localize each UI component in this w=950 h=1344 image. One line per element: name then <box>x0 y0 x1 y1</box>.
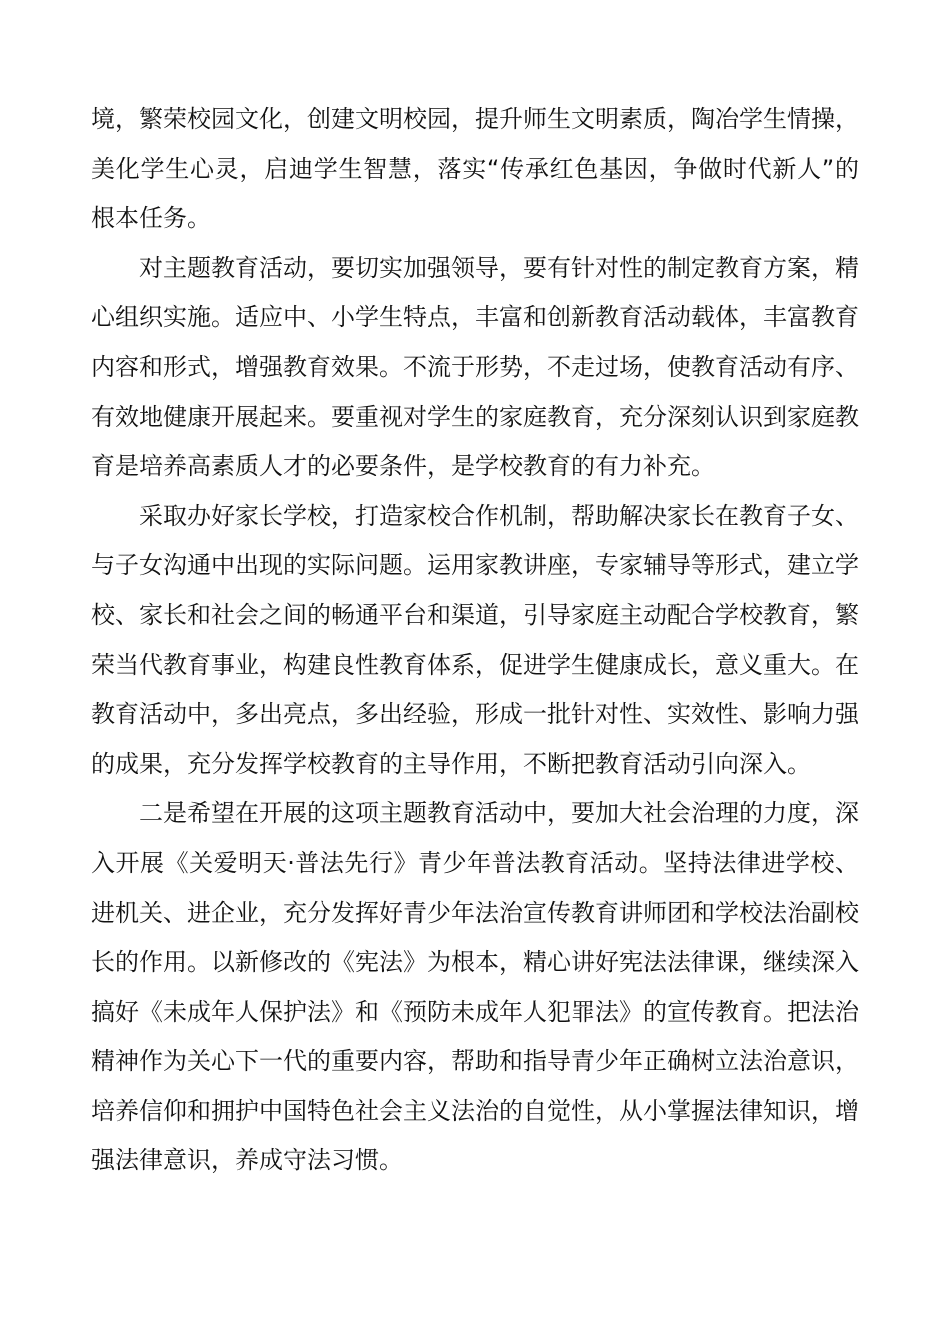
paragraph-2: 对主题教育活动，要切实加强领导，要有针对性的制定教育方案，精心组织实施。适应中、小学生特点，丰富和创新教育活动载体，丰富教育内容和形式，增强教育效果。不流于形势，不走过场，使教育活动有序、有效地健康开展起来。要重视对学生的家庭教育，充分深刻认识到家庭教育是培养高素质人才的必要条件，是学校教育的有力补充。 <box>91 253 859 481</box>
paragraph-1: 境，繁荣校园文化，创建文明校园，提升师生文明素质，陶冶学生情操，美化学生心灵，启迪学生智慧，落实“传承红色基因，争做时代新人”的根本任务。 <box>91 105 859 233</box>
document-page <box>91 95 859 1186</box>
paragraph-4: 二是希望在开展的这项主题教育活动中，要加大社会治理的力度，深入开展《关爱明天·普法先行》青少年普法教育活动。坚持法律进学校、进机关、进企业，充分发挥好青少年法治宣传教育讲师团和学校法治副校长的作用。以新修改的《宪法》为根本，精心讲好宪法法律课，继续深入搞好《未成年人保护法》和《预防未成年人犯罪法》的宣传教育。把法治精神作为关心下一代的重要内容，帮助和指导青少年正确树立法治意识，培养信仰和拥护中国特色社会主义法治的自觉性，从小掌握法律知识，增强法律意识，养成守法习惯。 <box>91 799 859 1175</box>
paragraph-3: 采取办好家长学校，打造家校合作机制，帮助解决家长在教育子女、与子女沟通中出现的实际问题。运用家教讲座，专家辅导等形式，建立学校、家长和社会之间的畅通平台和渠道，引导家庭主动配合学校教育，繁荣当代教育事业，构建良性教育体系，促进学生健康成长，意义重大。在教育活动中，多出亮点，多出经验，形成一批针对性、实效性、影响力强的成果，充分发挥学校教育的主导作用，不断把教育活动引向深入。 <box>91 501 859 778</box>
